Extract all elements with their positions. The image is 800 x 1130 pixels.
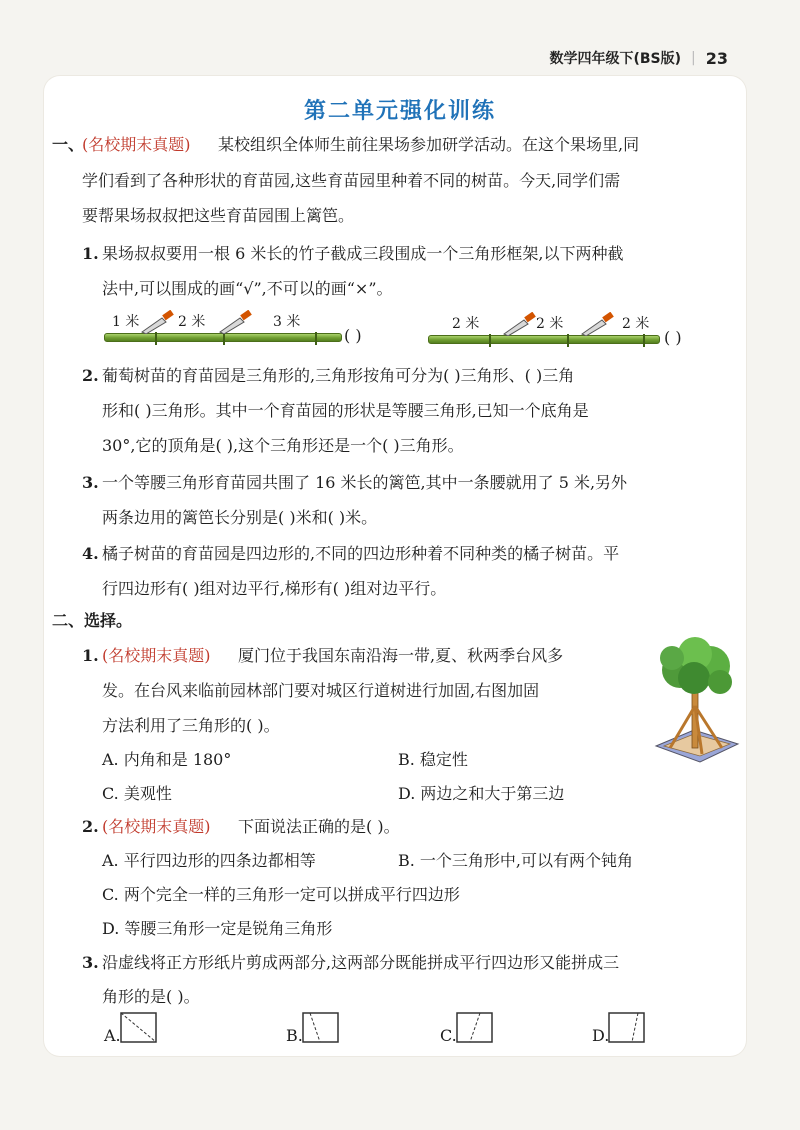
s2q1-option-a: A. 内角和是 180° [102, 750, 232, 769]
knife-icon [140, 310, 176, 334]
bamboo-stick-2 [428, 335, 660, 344]
s2q1-option-d: D. 两边之和大于第三边 [398, 784, 565, 803]
s2q3-option-a-label: A. [104, 1026, 121, 1045]
s2q3-line2: 角形的是( )。 [102, 987, 200, 1006]
q1-line2: 法中,可以围成的画“√”,不可以的画“×”。 [102, 279, 393, 298]
s2q1-line3: 方法利用了三角形的( )。 [102, 716, 280, 735]
q2-number: 2. [82, 366, 99, 385]
s2q2-option-a: A. 平行四边形的四条边都相等 [102, 851, 316, 870]
s2q1-option-b: B. 稳定性 [398, 750, 468, 769]
square-cut-option-d[interactable] [608, 1012, 646, 1044]
s2q2-tag: (名校期末真题) [102, 817, 211, 836]
q2-line1: 葡萄树苗的育苗园是三角形的,三角形按角可分为( )三角形、( )三角 [102, 366, 575, 385]
s2q2-option-b: B. 一个三角形中,可以有两个钝角 [398, 851, 634, 870]
stick1-label-3: 3 米 [273, 314, 301, 330]
s2q3-option-d-label: D. [592, 1026, 610, 1045]
stick1-label-1: 1 米 [112, 314, 140, 330]
q4-line1: 橘子树苗的育苗园是四边形的,不同的四边形种着不同种类的橘子树苗。平 [102, 544, 620, 563]
s2q1-option-c: C. 美观性 [102, 784, 172, 803]
q2-line2: 形和( )三角形。其中一个育苗园的形状是等腰三角形,已知一个底角是 [102, 401, 589, 420]
section1-intro-line1: 某校组织全体师生前往果场参加研学活动。在这个果场里,同 [218, 135, 640, 154]
answer-blank-1[interactable]: ( ) [344, 326, 362, 345]
q3-line2: 两条边用的篱笆长分别是( )米和( )米。 [102, 508, 378, 527]
s2q2-number: 2. [82, 817, 99, 836]
s2q1-line1: 厦门位于我国东南沿海一带,夏、秋两季台风多 [238, 646, 564, 665]
s2q1-number: 1. [82, 646, 99, 665]
section1-intro-line3: 要帮果场叔叔把这些育苗园围上篱笆。 [82, 206, 355, 225]
s2q1-line2: 发。在台风来临前园林部门要对城区行道树进行加固,右图加固 [102, 681, 540, 700]
answer-blank-2[interactable]: ( ) [664, 328, 682, 347]
s2q2-stem: 下面说法正确的是( )。 [238, 817, 400, 836]
section1-label: 一、 [52, 135, 85, 154]
section2-label: 二、选择。 [52, 611, 133, 630]
q2-line3: 30°,它的顶角是( ),这个三角形还是一个( )三角形。 [102, 436, 464, 455]
q1-line1: 果场叔叔要用一根 6 米长的竹子截成三段围成一个三角形框架,以下两种截 [102, 244, 624, 263]
page-title: 第二单元强化训练 [303, 99, 496, 124]
s2q3-option-c-label: C. [440, 1026, 457, 1045]
header-separator: | [691, 50, 696, 66]
knife-icon [580, 312, 616, 336]
stick2-label-1: 2 米 [452, 316, 480, 332]
q4-line2: 行四边形有( )组对边平行,梯形有( )组对边平行。 [102, 579, 447, 598]
q3-line1: 一个等腰三角形育苗园共围了 16 米长的篱笆,其中一条腰就用了 5 米,另外 [102, 473, 628, 492]
s2q3-line1: 沿虚线将正方形纸片剪成两部分,这两部分既能拼成平行四边形又能拼成三 [102, 953, 620, 972]
s2q2-option-d: D. 等腰三角形一定是锐角三角形 [102, 919, 333, 938]
book-title: 数学四年级下(BS版) [549, 51, 682, 67]
braced-tree-illustration [650, 636, 740, 768]
section1-intro-line2: 学们看到了各种形状的育苗园,这些育苗园里种着不同的树苗。今天,同学们需 [82, 171, 621, 190]
knife-icon [218, 310, 254, 334]
page-header [549, 48, 728, 68]
page-number: 23 [705, 48, 728, 68]
stick2-label-2: 2 米 [536, 316, 564, 332]
q4-number: 4. [82, 544, 99, 563]
s2q3-number: 3. [82, 953, 99, 972]
q1-number: 1. [82, 244, 99, 263]
square-cut-option-a[interactable] [120, 1012, 158, 1044]
square-cut-option-c[interactable] [456, 1012, 494, 1044]
stick2-label-3: 2 米 [622, 316, 650, 332]
s2q1-tag: (名校期末真题) [102, 646, 211, 665]
q3-number: 3. [82, 473, 99, 492]
square-cut-option-b[interactable] [302, 1012, 340, 1044]
knife-icon [502, 312, 538, 336]
stick1-label-2: 2 米 [178, 314, 206, 330]
section1-tag: (名校期末真题) [82, 135, 191, 154]
bamboo-stick-1 [104, 333, 342, 342]
s2q3-option-b-label: B. [286, 1026, 303, 1045]
s2q2-option-c: C. 两个完全一样的三角形一定可以拼成平行四边形 [102, 885, 460, 904]
